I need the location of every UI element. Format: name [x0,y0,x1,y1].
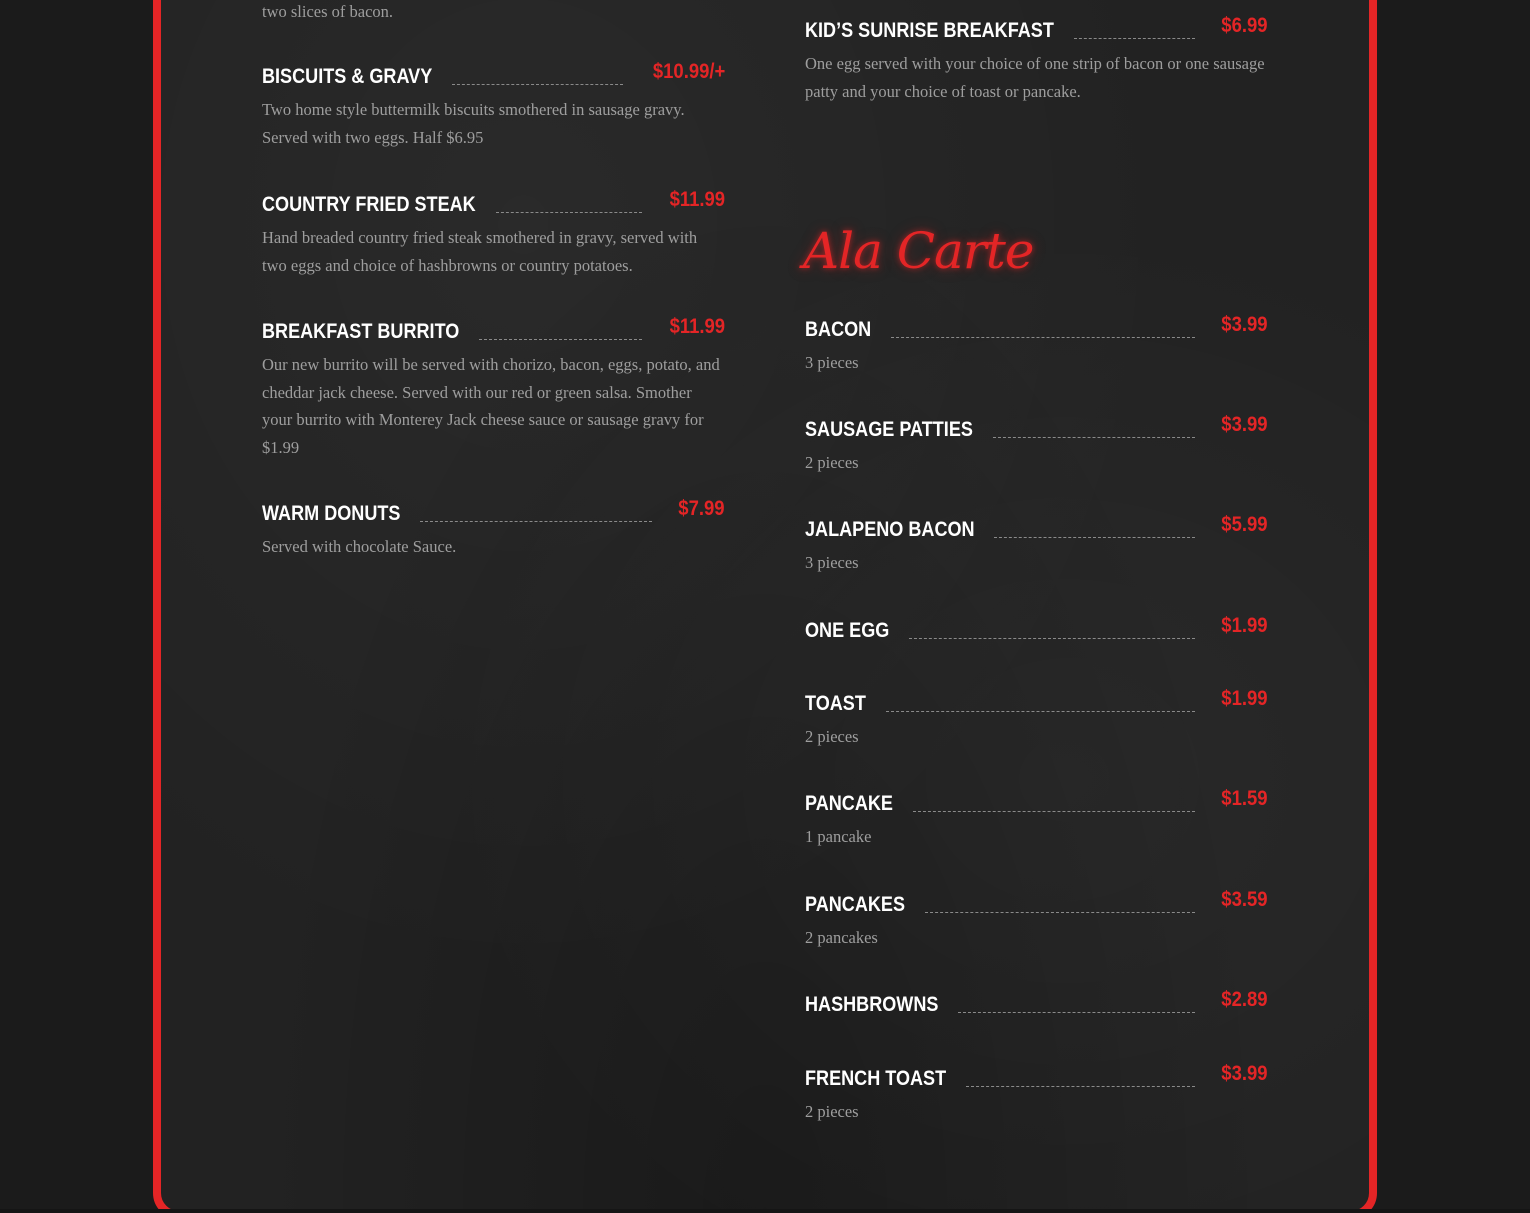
item-price: $2.89 [1221,988,1268,1011]
item-name: PANCAKE [805,792,893,815]
item-description: One egg served with your choice of one strip of bacon or one sausage patty and your choice of toast or pancake. [805,54,1265,101]
item-price: $3.99 [1221,413,1268,436]
item-name: HASHBROWNS [805,993,939,1016]
item-name: BISCUITS & GRAVY [262,65,433,88]
dotted-leader [891,337,1195,338]
item-name: JALAPENO BACON [805,518,975,541]
item-description: Two home style buttermilk biscuits smothered in sausage gravy. Served with two eggs. Half $6.95 [262,100,685,147]
ala-carte-item-sausage-patties [805,409,1268,477]
item-price: $11.99 [669,315,725,338]
item-name: BACON [805,318,872,341]
item-name: COUNTRY FRIED STEAK [262,193,476,216]
item-description: Served with chocolate Sauce. [262,537,457,556]
item-description: 2 pieces [805,727,859,746]
item-description: 2 pancakes [805,928,878,947]
dotted-leader [496,212,642,213]
menu-item-country-fried-steak [262,184,725,279]
dotted-leader [452,84,622,85]
menu-item-kids-sunrise-breakfast [805,10,1268,105]
dotted-leader [479,339,642,340]
item-description: 3 pieces [805,353,859,372]
item-name: PANCAKES [805,893,906,916]
item-description: Our new burrito will be served with chorizo, bacon, eggs, potato, and cheddar jack cheese. Served with our red or green salsa. Smother your burrito with Monterey Jack cheese sauce or sausage gravy for $1.99 [262,355,720,457]
item-price: $3.99 [1221,1062,1268,1085]
dotted-leader [925,912,1196,913]
item-price: $3.59 [1221,888,1268,911]
ala-carte-item-pancake [805,783,1268,851]
item-description: 1 pancake [805,827,872,846]
menu-item-warm-donuts [262,493,725,561]
ala-carte-item-bacon [805,309,1268,377]
item-name: KID’S SUNRISE BREAKFAST [805,19,1054,42]
item-price: $7.99 [678,497,725,520]
item-description: Hand breaded country fried steak smothered in gravy, served with two eggs and choice of hashbrowns or country potatoes. [262,228,698,275]
previous-item-description: two slices of bacon. [262,2,394,21]
ala-carte-item-jalapeno-bacon [805,509,1268,577]
ala-carte-item-toast [805,683,1268,751]
item-price: $3.99 [1221,313,1268,336]
page-bottom-edge [0,1209,1530,1213]
dotted-leader [966,1086,1195,1087]
item-name: BREAKFAST BURRITO [262,320,460,343]
ala-carte-item-hashbrowns [805,984,1268,1018]
item-name: TOAST [805,692,866,715]
item-description: 2 pieces [805,453,859,472]
dotted-leader [994,537,1195,538]
dotted-leader [958,1012,1195,1013]
item-name: SAUSAGE PATTIES [805,418,973,441]
menu-card [153,0,1377,1213]
item-price: $5.99 [1221,513,1268,536]
ala-carte-item-pancakes [805,884,1268,952]
menu-item-biscuits-gravy [262,56,725,151]
menu-item-breakfast-burrito [262,311,725,461]
item-name: FRENCH TOAST [805,1067,947,1090]
item-description: 3 pieces [805,553,859,572]
item-price: $10.99/+ [652,60,725,83]
item-price: $11.99 [669,188,725,211]
item-description: 2 pieces [805,1102,859,1121]
item-price: $1.99 [1221,614,1268,637]
ala-carte-heading: Ala Carte [803,222,1034,280]
dotted-leader [886,711,1195,712]
ala-carte-item-french-toast [805,1058,1268,1126]
dotted-leader [993,437,1196,438]
dotted-leader [909,638,1195,639]
ala-carte-item-one-egg [805,610,1268,644]
dotted-leader [913,811,1196,812]
item-price: $6.99 [1221,14,1268,37]
item-price: $1.99 [1221,687,1268,710]
item-name: WARM DONUTS [262,502,401,525]
dotted-leader [420,521,652,522]
item-name: ONE EGG [805,619,890,642]
dotted-leader [1074,38,1196,39]
item-price: $1.59 [1221,787,1268,810]
